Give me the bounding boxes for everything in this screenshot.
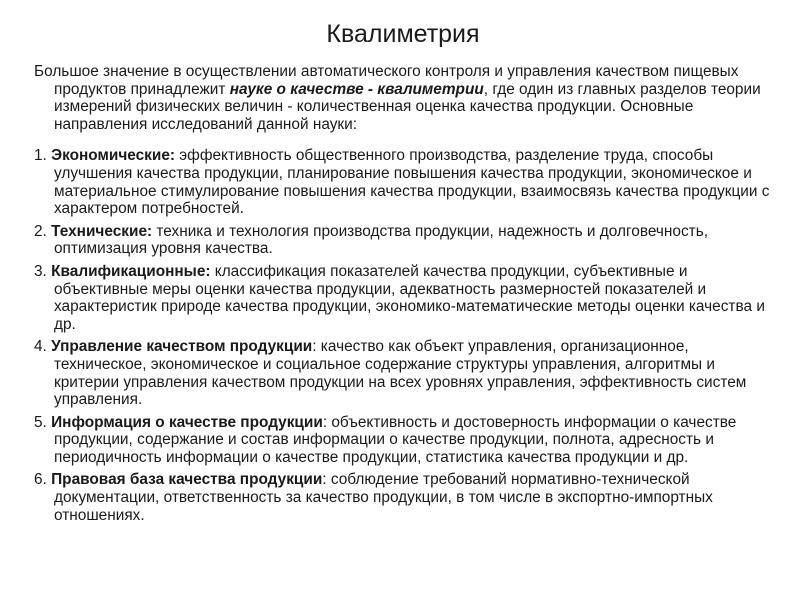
item-number: 5. xyxy=(34,413,47,431)
list-item xyxy=(34,223,772,258)
intro-emphasis: науке о качестве - квалиметрии xyxy=(229,80,484,98)
list-item xyxy=(34,471,772,524)
item-heading: Управление качеством продукции xyxy=(51,338,313,356)
research-directions-list xyxy=(34,147,772,524)
list-item xyxy=(34,147,772,217)
item-text: эффективность общественного производства, разделение труда, способы улучшения качества продукции, планирование повышения качества продукции, экономическое и материальное стимулирование повышения качества продукции, взаимосвязь качества продукции с характером потребностей. xyxy=(54,147,770,218)
item-heading: Технические: xyxy=(51,222,153,240)
list-item xyxy=(34,263,772,333)
item-text: : соблюдение требований нормативно-технической документации, ответственность за качество продукции, в том числе в экспортно-импортных отношениях. xyxy=(54,471,713,524)
item-number: 1. xyxy=(34,147,47,165)
item-number: 2. xyxy=(34,222,47,240)
item-heading: Экономические: xyxy=(51,147,176,165)
item-text: техника и технология производства продукции, надежность и долговечность, оптимизация уровня качества. xyxy=(54,222,708,258)
list-item xyxy=(34,414,772,467)
slide-title: Квалиметрия xyxy=(326,20,480,48)
item-number: 4. xyxy=(34,338,47,356)
intro-paragraph xyxy=(34,63,772,133)
item-heading: Информация о качестве продукции xyxy=(51,413,323,431)
item-text: : объективность и достоверность информации о качестве продукции, содержание и состав информации о качестве продукции, полнота, адресность и периодичность информации о качестве продукции, статистика качества продукции и др. xyxy=(54,413,737,466)
item-heading: Квалификационные: xyxy=(51,262,211,280)
item-heading: Правовая база качества продукции xyxy=(51,471,323,489)
item-number: 3. xyxy=(34,262,47,280)
item-number: 6. xyxy=(34,471,47,489)
item-text: классификация показателей качества продукции, субъективные и объективные меры оценки качества продукции, адекватность размерностей показателей и характеристик природе качества продукции, экономико-математические методы оценки качества и др. xyxy=(54,262,765,333)
intro-text-before: Большое значение в осуществлении автоматического контроля и управления качеством пищевых продуктов принадлежит xyxy=(34,63,739,98)
list-item xyxy=(34,338,772,408)
intro-text-after: , где один из главных разделов теории измерений физических величин - количественная оценка качества продукции. Основные направления исследований данной науки: xyxy=(54,80,761,133)
item-text: : качество как объект управления, организационное, техническое, экономическое и социальное содержание структуры управления, алгоритмы и критерии управления качеством продукции на всех уровнях управления, эффективность систем управления. xyxy=(54,338,747,409)
